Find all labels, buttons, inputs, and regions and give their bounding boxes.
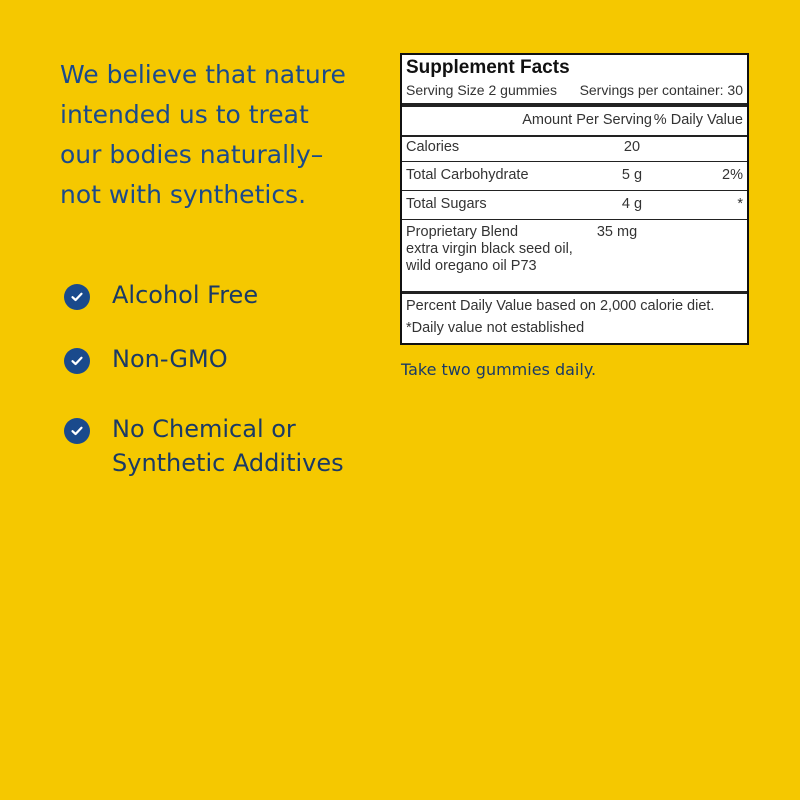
- nutrient-name: Calories: [406, 139, 460, 155]
- nutrient-amount: 5 g: [621, 167, 643, 183]
- check-circle-icon: [64, 284, 90, 310]
- blend-line: Proprietary Blend: [406, 224, 519, 240]
- divider-thin: [402, 219, 747, 220]
- check-circle-icon: [64, 348, 90, 374]
- divider: [402, 135, 747, 137]
- nutrient-amount: 20: [623, 139, 641, 155]
- benefit-label: [112, 342, 228, 376]
- divider-thick: [402, 291, 747, 294]
- headline-line: We believe that nature: [60, 60, 346, 89]
- headline: [60, 55, 380, 215]
- check-circle-icon: [64, 418, 90, 444]
- blend-line: wild oregano oil P73: [406, 258, 537, 274]
- footnote-daily-value: Percent Daily Value based on 2,000 calorie diet.: [406, 298, 715, 314]
- serving-size: Serving Size 2 gummies: [406, 82, 557, 98]
- footnote-not-established: *Daily value not established: [406, 320, 585, 336]
- daily-value-header: % Daily Value: [653, 112, 743, 128]
- benefit-label: [112, 412, 344, 480]
- nutrient-dv: *: [737, 196, 743, 212]
- blend-amount: 35 mg: [596, 224, 638, 240]
- divider-thin: [402, 161, 747, 162]
- divider-thick: [402, 103, 747, 107]
- nutrient-name: Total Sugars: [406, 196, 487, 212]
- supplement-facts-panel: [400, 53, 749, 345]
- headline-line: intended us to treat: [60, 100, 309, 129]
- blend-line: extra virgin black seed oil,: [406, 241, 573, 257]
- benefit-item: [64, 278, 258, 312]
- benefit-label-line: No Chemical or: [112, 415, 296, 443]
- benefit-item: [64, 342, 228, 376]
- benefit-label-line: Synthetic Additives: [112, 449, 344, 477]
- benefit-item: [64, 412, 344, 480]
- benefit-label-line: Non-GMO: [112, 345, 228, 373]
- nutrient-amount: 4 g: [621, 196, 643, 212]
- nutrient-dv: 2%: [722, 167, 743, 183]
- headline-line: our bodies naturally–: [60, 140, 324, 169]
- headline-line: not with synthetics.: [60, 180, 307, 209]
- directions-text: Take two gummies daily.: [401, 360, 597, 379]
- benefit-label-line: Alcohol Free: [112, 281, 259, 309]
- nutrient-name: Total Carbohydrate: [406, 167, 529, 183]
- divider-thin: [402, 190, 747, 191]
- blend-name: [406, 224, 573, 275]
- facts-title: Supplement Facts: [406, 57, 570, 78]
- amount-header: Amount Per Serving: [522, 112, 652, 128]
- benefit-label: [112, 278, 258, 312]
- servings-per-container: Servings per container: 30: [579, 82, 743, 98]
